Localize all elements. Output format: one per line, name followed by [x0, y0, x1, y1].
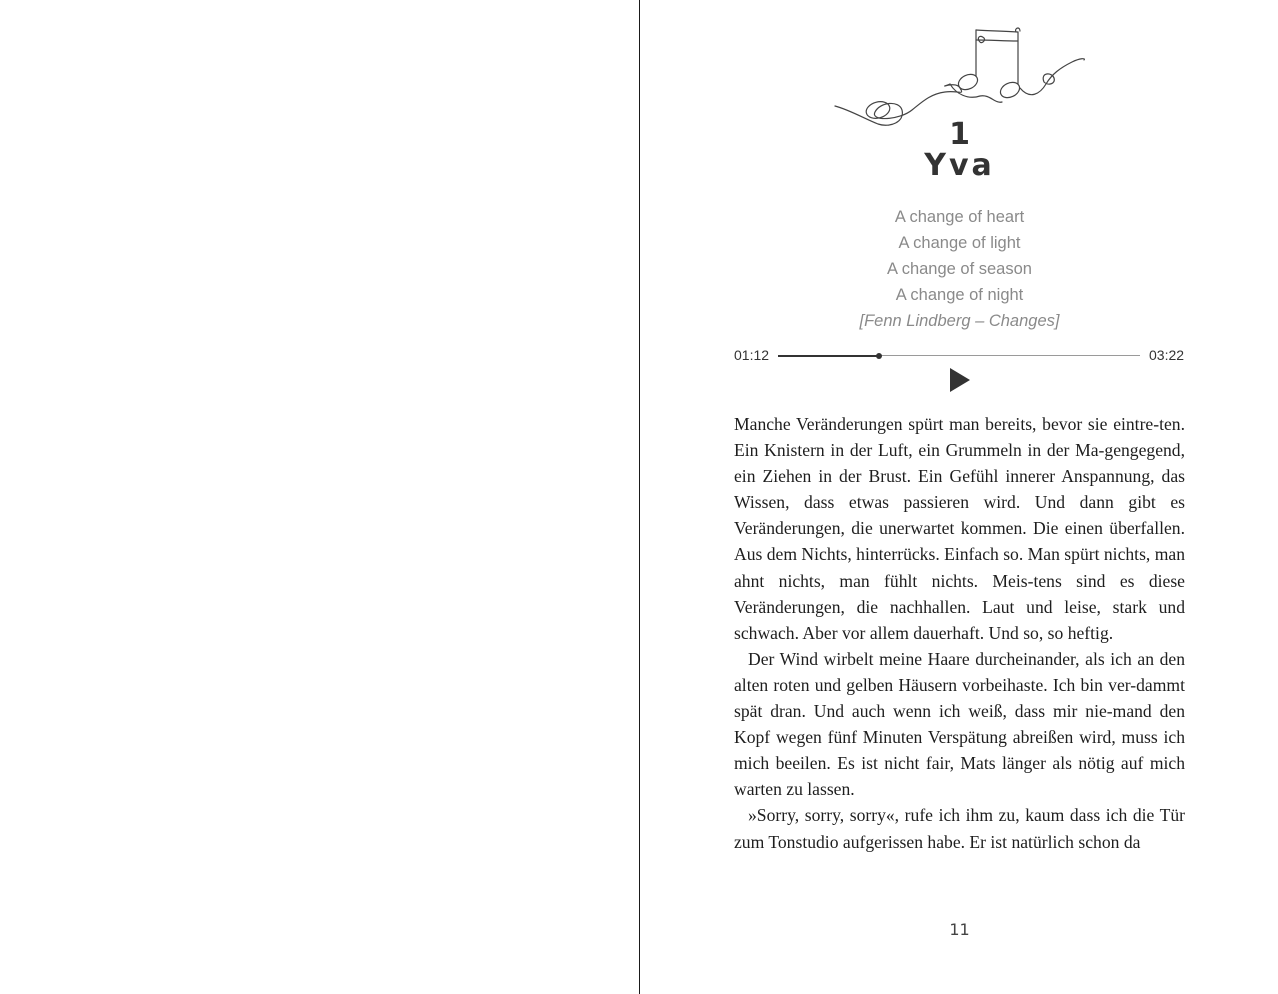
paragraph: Manche Veränderungen spürt man bereits, bevor sie eintre-ten. Ein Knistern in der Luft, ein Grummeln in der Ma-gengegend, ein Ziehen in der Brust. Ein Gefühl innerer Anspannung, das Wissen, dass etwas passieren wird. Und dann gibt es Veränderungen, die unerwartet kommen. Die einen überfallen. Aus dem Nichts, hinterrücks. Einfach so. Man spürt nichts, man ahnt nichts, man fühlt nichts. Meis-tens sind es diese Veränderungen, die nachhallen. Laut und leise, stark und schwach. Aber vor allem dauerhaft. Und so, so heftig. — [734, 414, 1186, 643]
lyric-line: A change of night — [895, 286, 1024, 304]
lyric-credit: [Fenn Lindberg – Changes] — [859, 312, 1060, 330]
progress-fill — [778, 355, 879, 357]
paragraph: Der Wind wirbelt meine Haare durcheinander, als ich an den alten roten und gelben Häusern vorbeihaste. Ich bin ver-dammt spät dran. Und auch wenn ich weiß, dass mir nie-mand den Kopf wegen fünf Minuten Verspätung abreißen wird, muss ich mich beeilen. Es ist nicht fair, Mats länger als nötig auf mich warten zu lassen. — [734, 648, 1185, 800]
music-notes-ornament-icon — [830, 24, 1090, 130]
lyric-line: A change of season — [887, 260, 1032, 278]
page-number: 11 — [949, 920, 970, 939]
play-icon[interactable] — [948, 367, 972, 393]
current-time: 01:12 — [734, 347, 770, 363]
total-time: 03:22 — [1149, 347, 1185, 363]
chapter-body-text — [734, 411, 1185, 855]
lyric-line: A change of heart — [894, 208, 1025, 226]
chapter-number: 1 — [949, 117, 970, 152]
chapter-title: Yva — [924, 148, 995, 183]
lyric-line: A change of light — [898, 234, 1021, 252]
progress-knob[interactable] — [876, 353, 882, 359]
paragraph: »Sorry, sorry, sorry«, rufe ich ihm zu, kaum dass ich die Tür zum Tonstudio aufgerissen habe. Er ist natürlich schon da — [734, 805, 1185, 852]
song-lyrics-epigraph — [734, 204, 1185, 334]
progress-slider[interactable] — [778, 355, 1140, 356]
